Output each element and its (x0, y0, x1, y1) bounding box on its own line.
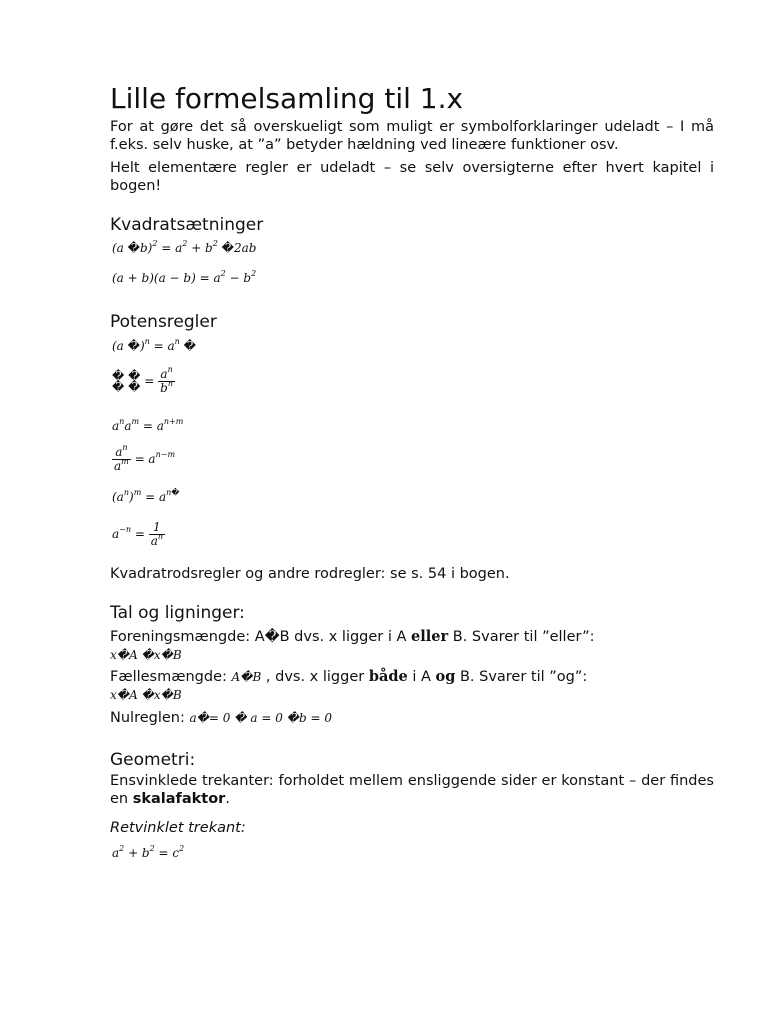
heading-geometri: Geometri: (110, 750, 196, 770)
root-rules-note: Kvadratrodsregler og andre rodregler: se s. 54 i bogen. (110, 566, 510, 582)
formula-power-of-quotient: � � � � = $\frac{a^n}{b^n}$ (112, 365, 173, 395)
formula-pythagoras: $a^2 + b^2 = c^2$ (112, 844, 185, 860)
formula-difference-of-squares: $(a + b)(a - b) = a^2 - b^2$ (112, 269, 257, 285)
right-triangle-label: Retvinklet trekant: (110, 820, 246, 836)
heading-potensregler: Potensregler (110, 312, 217, 332)
similar-triangles-text: Ensvinklede trekanter: forholdet mellem ensliggende sider er konstant – der findes en skalafaktor. (110, 773, 714, 807)
formula-square-of-sum: (a �b)$^2$ = $a^2 + b^2$ �2ab (112, 239, 257, 255)
zero-product-rule: Nulreglen: a�= 0 � a = 0 �b = 0 (110, 710, 332, 726)
formula-quotient-of-powers: $\frac{a^n}{a^m}$ = $a^{n-m}$ (114, 443, 176, 473)
union-definition: Foreningsmængde: A�B dvs. x ligger i A eller B. Svarer til ”eller”: x�A �x�B (110, 628, 595, 662)
formula-product-of-powers: $a^na^m = a^{n+m}$ (112, 417, 184, 433)
formula-power-of-product: (a �)$^n$ = $a^n$ � (112, 337, 196, 353)
intersection-definition: Fællesmængde: A�B , dvs. x ligger både i A og B. Svarer til ”og”: x�A �x�B (110, 668, 588, 702)
formula-power-of-power: $(a^n)^m = a^{n�}$ (112, 488, 180, 504)
heading-tal-og-ligninger: Tal og ligninger: (110, 603, 245, 623)
broken-glyph-stack: � � � � (112, 368, 141, 394)
heading-kvadratsaetninger: Kvadratsætninger (110, 215, 264, 235)
intro-paragraph-1: For at gøre det så overskueligt som muligt er symbolforklaringer udeladt – I må f.eks. selv huske, at ”a” betyder hældning ved lineære funktioner osv. (110, 119, 714, 153)
formula-negative-exponent: $a^{-n}$ = $\frac{1}{a^n}$ (112, 520, 164, 548)
intro-paragraph-2: Helt elementære regler er udeladt – se selv oversigterne efter hvert kapitel i bogen! (110, 160, 714, 194)
page-title: Lille formelsamling til 1.x (110, 82, 464, 115)
